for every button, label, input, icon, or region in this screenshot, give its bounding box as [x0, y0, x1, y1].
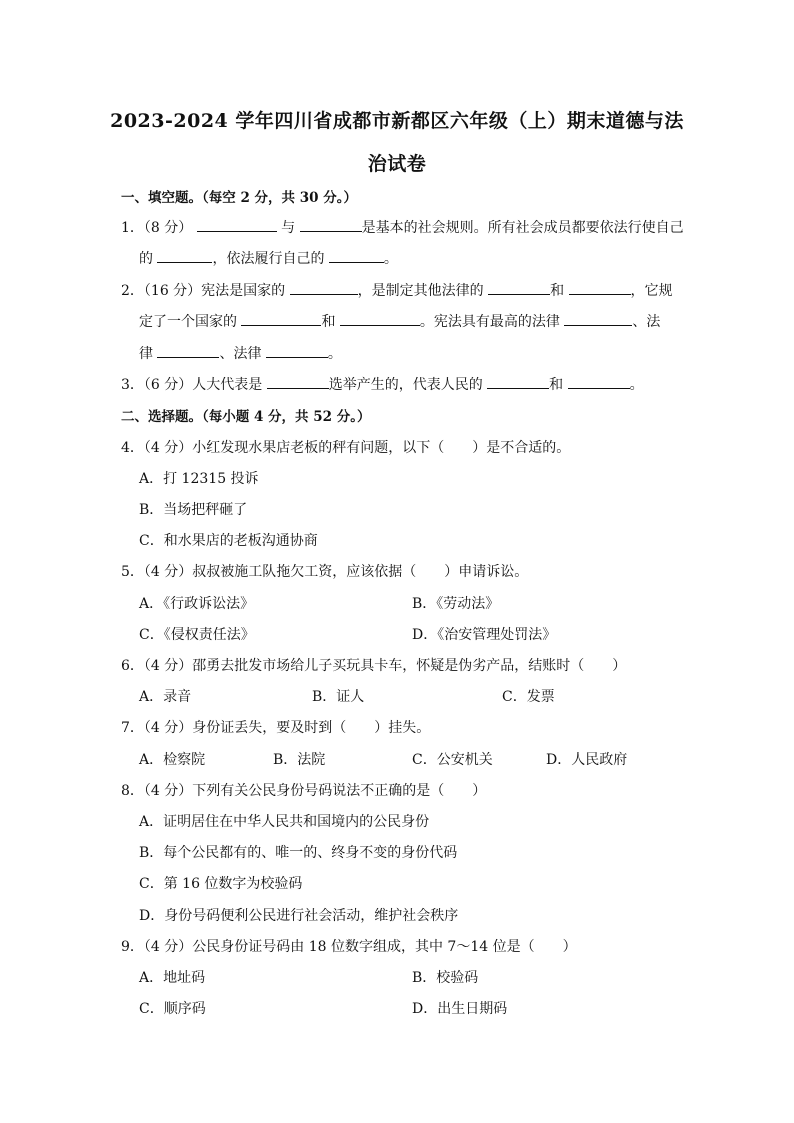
section-fill-in: 一、填空题。（每空 2 分，共 30 分。） — [121, 190, 357, 206]
q4-option-c[interactable]: C．和水果店的老板沟通协商 — [139, 533, 318, 549]
q3-text-d: 。 — [629, 377, 644, 393]
q2-blank-4[interactable] — [241, 311, 321, 326]
q1-blank-2[interactable] — [300, 217, 362, 232]
q2-text-j: 、法律 — [219, 346, 262, 362]
question-1-line1 — [121, 217, 684, 237]
q1-blank-3[interactable] — [157, 248, 212, 263]
q3-blank-1[interactable] — [267, 374, 329, 389]
q6-option-a[interactable]: A．录音 — [139, 689, 192, 705]
question-6-stem: 6．（4 分）邵勇去批发市场给儿子买玩具卡车，怀疑是伪劣产品，结账时（ ） — [121, 658, 627, 674]
q2-text-i: 律 — [139, 346, 153, 362]
q1-blank-4[interactable] — [329, 248, 384, 263]
q2-text-a: 2．（16 分）宪法是国家的 — [121, 283, 286, 299]
q3-text-a: 3．（6 分）人大代表是 — [121, 377, 263, 393]
question-4-stem: 4．（4 分）小红发现水果店老板的秤有问题，以下（ ）是不合适的。 — [121, 440, 571, 456]
q5-option-b[interactable]: B．《劳动法》 — [412, 596, 500, 612]
q3-blank-2[interactable] — [487, 374, 549, 389]
q6-option-c[interactable]: C．发票 — [502, 689, 555, 705]
q3-blank-3[interactable] — [568, 374, 630, 389]
q7-option-d[interactable]: D．人民政府 — [546, 752, 628, 768]
q7-option-a[interactable]: A．检察院 — [139, 752, 206, 768]
question-9-stem: 9．（4 分）公民身份证号码由 18 位数字组成，其中 7～14 位是（ ） — [121, 939, 577, 955]
q2-text-k: 。 — [327, 346, 342, 362]
q1-text-b: 与 — [281, 220, 296, 236]
q8-option-b[interactable]: B．每个公民都有的、唯一的、终身不变的身份代码 — [139, 845, 458, 861]
q1-prefix: 1．（8 分） — [121, 220, 193, 236]
exam-title-line2: 治试卷 — [367, 153, 427, 175]
q7-option-c[interactable]: C．公安机关 — [412, 752, 493, 768]
q5-option-c[interactable]: C．《侵权责任法》 — [139, 627, 255, 643]
question-5-stem: 5．（4 分）叔叔被施工队拖欠工资，应该依据（ ）申请诉讼。 — [121, 564, 529, 580]
question-7-stem: 7．（4 分）身份证丢失，要及时到（ ）挂失。 — [121, 720, 431, 736]
question-2-line1 — [121, 280, 673, 300]
q6-option-b[interactable]: B．证人 — [312, 689, 365, 705]
q2-text-d: ，它规 — [630, 283, 673, 299]
q4-option-a[interactable]: A．打 12315 投诉 — [139, 471, 259, 487]
q1-blank-1[interactable] — [197, 217, 277, 232]
q2-blank-5[interactable] — [340, 311, 420, 326]
q2-blank-6[interactable] — [564, 311, 632, 326]
question-1-line2 — [139, 248, 398, 268]
q2-text-e: 定了一个国家的 — [139, 314, 237, 330]
q3-text-c: 和 — [549, 377, 564, 393]
q9-option-b[interactable]: B．校验码 — [412, 970, 479, 986]
q1-text-f: 。 — [383, 251, 398, 267]
question-2-line3 — [139, 343, 342, 363]
q1-text-d: 的 — [139, 251, 153, 267]
q2-blank-3[interactable] — [569, 280, 631, 295]
q7-option-b[interactable]: B．法院 — [273, 752, 326, 768]
q2-text-b: ，是制定其他法律的 — [357, 283, 484, 299]
q8-option-d[interactable]: D．身份号码便利公民进行社会活动，维护社会秩序 — [139, 908, 459, 924]
question-3 — [121, 374, 644, 394]
q2-text-g: 。宪法具有最高的法律 — [419, 314, 560, 330]
q5-option-d[interactable]: D．《治安管理处罚法》 — [412, 627, 557, 643]
q9-option-d[interactable]: D．出生日期码 — [412, 1001, 508, 1017]
q2-text-f: 和 — [321, 314, 336, 330]
q3-text-b: 选举产生的，代表人民的 — [328, 377, 483, 393]
q2-blank-8[interactable] — [266, 343, 328, 358]
exam-title-line1: 2023-2024 学年四川省成都市新都区六年级（上）期末道德与法 — [110, 110, 684, 132]
q9-option-a[interactable]: A．地址码 — [139, 970, 206, 986]
q2-blank-2[interactable] — [488, 280, 550, 295]
q2-blank-1[interactable] — [290, 280, 358, 295]
question-8-stem: 8．（4 分）下列有关公民身份号码说法不正确的是（ ） — [121, 783, 487, 799]
q1-text-e: ，依法履行自己的 — [212, 251, 325, 267]
q5-option-a[interactable]: A．《行政诉讼法》 — [139, 596, 255, 612]
q8-option-a[interactable]: A．证明居住在中华人民共和国境内的公民身份 — [139, 814, 430, 830]
q8-option-c[interactable]: C．第 16 位数字为校验码 — [139, 876, 303, 892]
section-choice: 二、选择题。（每小题 4 分，共 52 分。） — [121, 409, 371, 425]
question-2-line2 — [139, 311, 660, 331]
q1-text-c: 是基本的社会规则。所有社会成员都要依法行使自己 — [361, 220, 684, 236]
q2-text-h: 、法 — [632, 314, 661, 330]
q2-blank-7[interactable] — [157, 343, 219, 358]
q4-option-b[interactable]: B．当场把秤砸了 — [139, 502, 248, 518]
q2-text-c: 和 — [550, 283, 565, 299]
q9-option-c[interactable]: C．顺序码 — [139, 1001, 206, 1017]
